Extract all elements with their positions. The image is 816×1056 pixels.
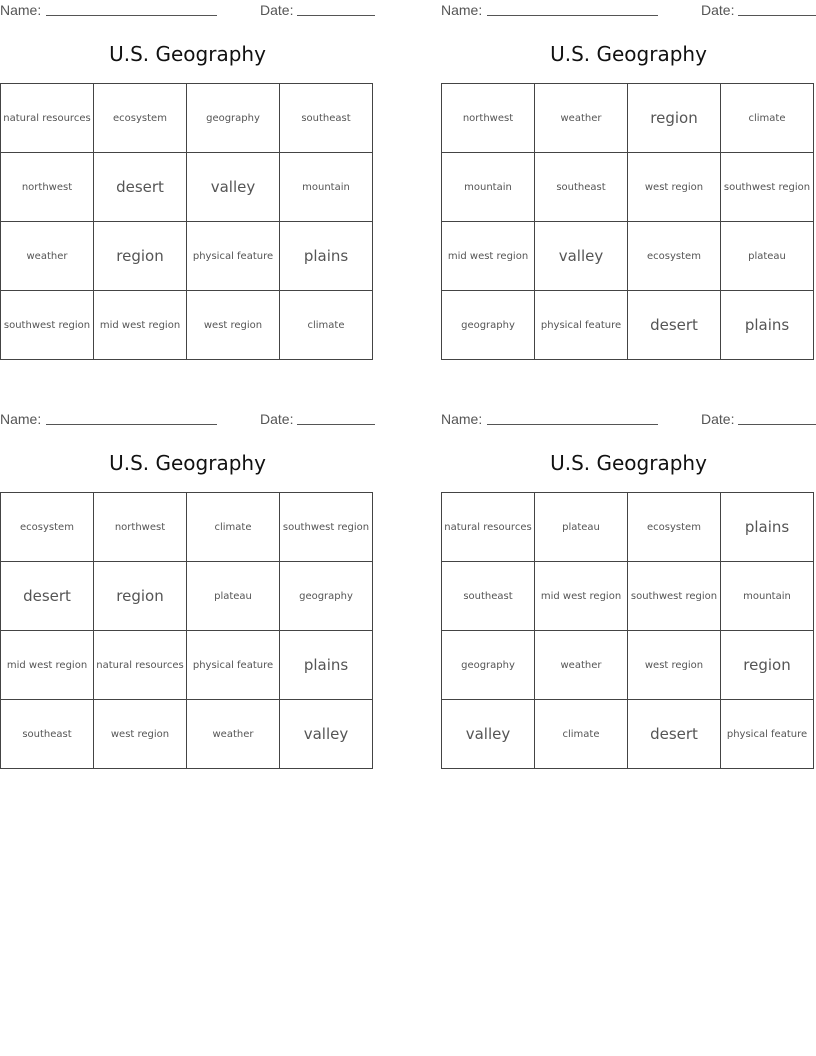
grid-cell: northwest [94, 493, 187, 562]
grid-cell: plains [280, 631, 373, 700]
grid-cell: geography [187, 84, 280, 153]
grid-cell: mountain [280, 153, 373, 222]
date-blank-line [297, 424, 375, 425]
grid-cell: west region [628, 631, 721, 700]
grid-cell: plateau [187, 562, 280, 631]
name-blank-line [487, 15, 658, 16]
grid-cell: physical feature [721, 700, 814, 769]
grid-cell: desert [628, 700, 721, 769]
date-label: Date: [701, 2, 735, 18]
grid-row [442, 153, 814, 222]
grid-row [442, 222, 814, 291]
grid-cell: natural resources [442, 493, 535, 562]
name-blank-line [46, 15, 217, 16]
grid-cell: geography [442, 291, 535, 360]
grid-cell: weather [535, 84, 628, 153]
grid-cell: valley [280, 700, 373, 769]
grid-cell: plateau [721, 222, 814, 291]
bingo-grid [0, 83, 373, 360]
grid-row [1, 153, 373, 222]
name-label: Name: [0, 411, 42, 427]
grid-cell: mountain [442, 153, 535, 222]
name-label: Name: [441, 2, 483, 18]
grid-row [442, 84, 814, 153]
grid-cell: climate [535, 700, 628, 769]
grid-cell: plains [721, 291, 814, 360]
grid-cell: valley [535, 222, 628, 291]
grid-cell: southwest region [1, 291, 94, 360]
grid-cell: ecosystem [628, 222, 721, 291]
grid-cell: southwest region [628, 562, 721, 631]
grid-cell: west region [94, 700, 187, 769]
grid-row [1, 84, 373, 153]
grid-row [1, 291, 373, 360]
grid-cell: physical feature [187, 222, 280, 291]
grid-cell: weather [535, 631, 628, 700]
date-blank-line [738, 15, 816, 16]
grid-cell: valley [442, 700, 535, 769]
grid-row [442, 493, 814, 562]
grid-cell: ecosystem [1, 493, 94, 562]
name-date-line [0, 409, 375, 429]
name-blank-line [46, 424, 217, 425]
grid-row [1, 222, 373, 291]
grid-cell: plains [721, 493, 814, 562]
grid-cell: physical feature [187, 631, 280, 700]
grid-cell: mid west region [535, 562, 628, 631]
grid-cell: west region [187, 291, 280, 360]
grid-cell: climate [280, 291, 373, 360]
grid-cell: weather [187, 700, 280, 769]
grid-row [442, 291, 814, 360]
grid-cell: southeast [535, 153, 628, 222]
grid-row [442, 700, 814, 769]
grid-cell: mountain [721, 562, 814, 631]
grid-cell: southeast [280, 84, 373, 153]
name-blank-line [487, 424, 658, 425]
grid-cell: region [628, 84, 721, 153]
grid-cell: natural resources [1, 84, 94, 153]
grid-cell: natural resources [94, 631, 187, 700]
grid-cell: geography [442, 631, 535, 700]
grid-cell: plateau [535, 493, 628, 562]
grid-cell: southeast [442, 562, 535, 631]
grid-cell: climate [187, 493, 280, 562]
grid-row [1, 700, 373, 769]
grid-cell: northwest [1, 153, 94, 222]
name-date-line [441, 409, 816, 429]
date-label: Date: [701, 411, 735, 427]
grid-cell: desert [628, 291, 721, 360]
grid-cell: geography [280, 562, 373, 631]
name-label: Name: [441, 411, 483, 427]
date-label: Date: [260, 2, 294, 18]
card-title: U.S. Geography [109, 451, 266, 475]
grid-row [1, 493, 373, 562]
grid-cell: west region [628, 153, 721, 222]
grid-row [1, 631, 373, 700]
grid-cell: physical feature [535, 291, 628, 360]
date-blank-line [738, 424, 816, 425]
grid-cell: northwest [442, 84, 535, 153]
grid-cell: mid west region [94, 291, 187, 360]
grid-cell: mid west region [442, 222, 535, 291]
grid-cell: climate [721, 84, 814, 153]
bingo-grid [0, 492, 373, 769]
grid-cell: region [94, 222, 187, 291]
grid-cell: plains [280, 222, 373, 291]
grid-cell: desert [94, 153, 187, 222]
date-label: Date: [260, 411, 294, 427]
card-title: U.S. Geography [550, 451, 707, 475]
grid-cell: weather [1, 222, 94, 291]
grid-cell: valley [187, 153, 280, 222]
name-label: Name: [0, 2, 42, 18]
bingo-grid [441, 83, 814, 360]
name-date-line [0, 0, 375, 20]
grid-cell: ecosystem [94, 84, 187, 153]
grid-cell: southwest region [721, 153, 814, 222]
card-title: U.S. Geography [550, 42, 707, 66]
grid-cell: desert [1, 562, 94, 631]
grid-row [442, 562, 814, 631]
date-blank-line [297, 15, 375, 16]
grid-cell: ecosystem [628, 493, 721, 562]
grid-cell: southeast [1, 700, 94, 769]
grid-row [1, 562, 373, 631]
card-title: U.S. Geography [109, 42, 266, 66]
grid-cell: region [721, 631, 814, 700]
bingo-grid [441, 492, 814, 769]
name-date-line [441, 0, 816, 20]
grid-cell: region [94, 562, 187, 631]
grid-cell: mid west region [1, 631, 94, 700]
grid-row [442, 631, 814, 700]
grid-cell: southwest region [280, 493, 373, 562]
